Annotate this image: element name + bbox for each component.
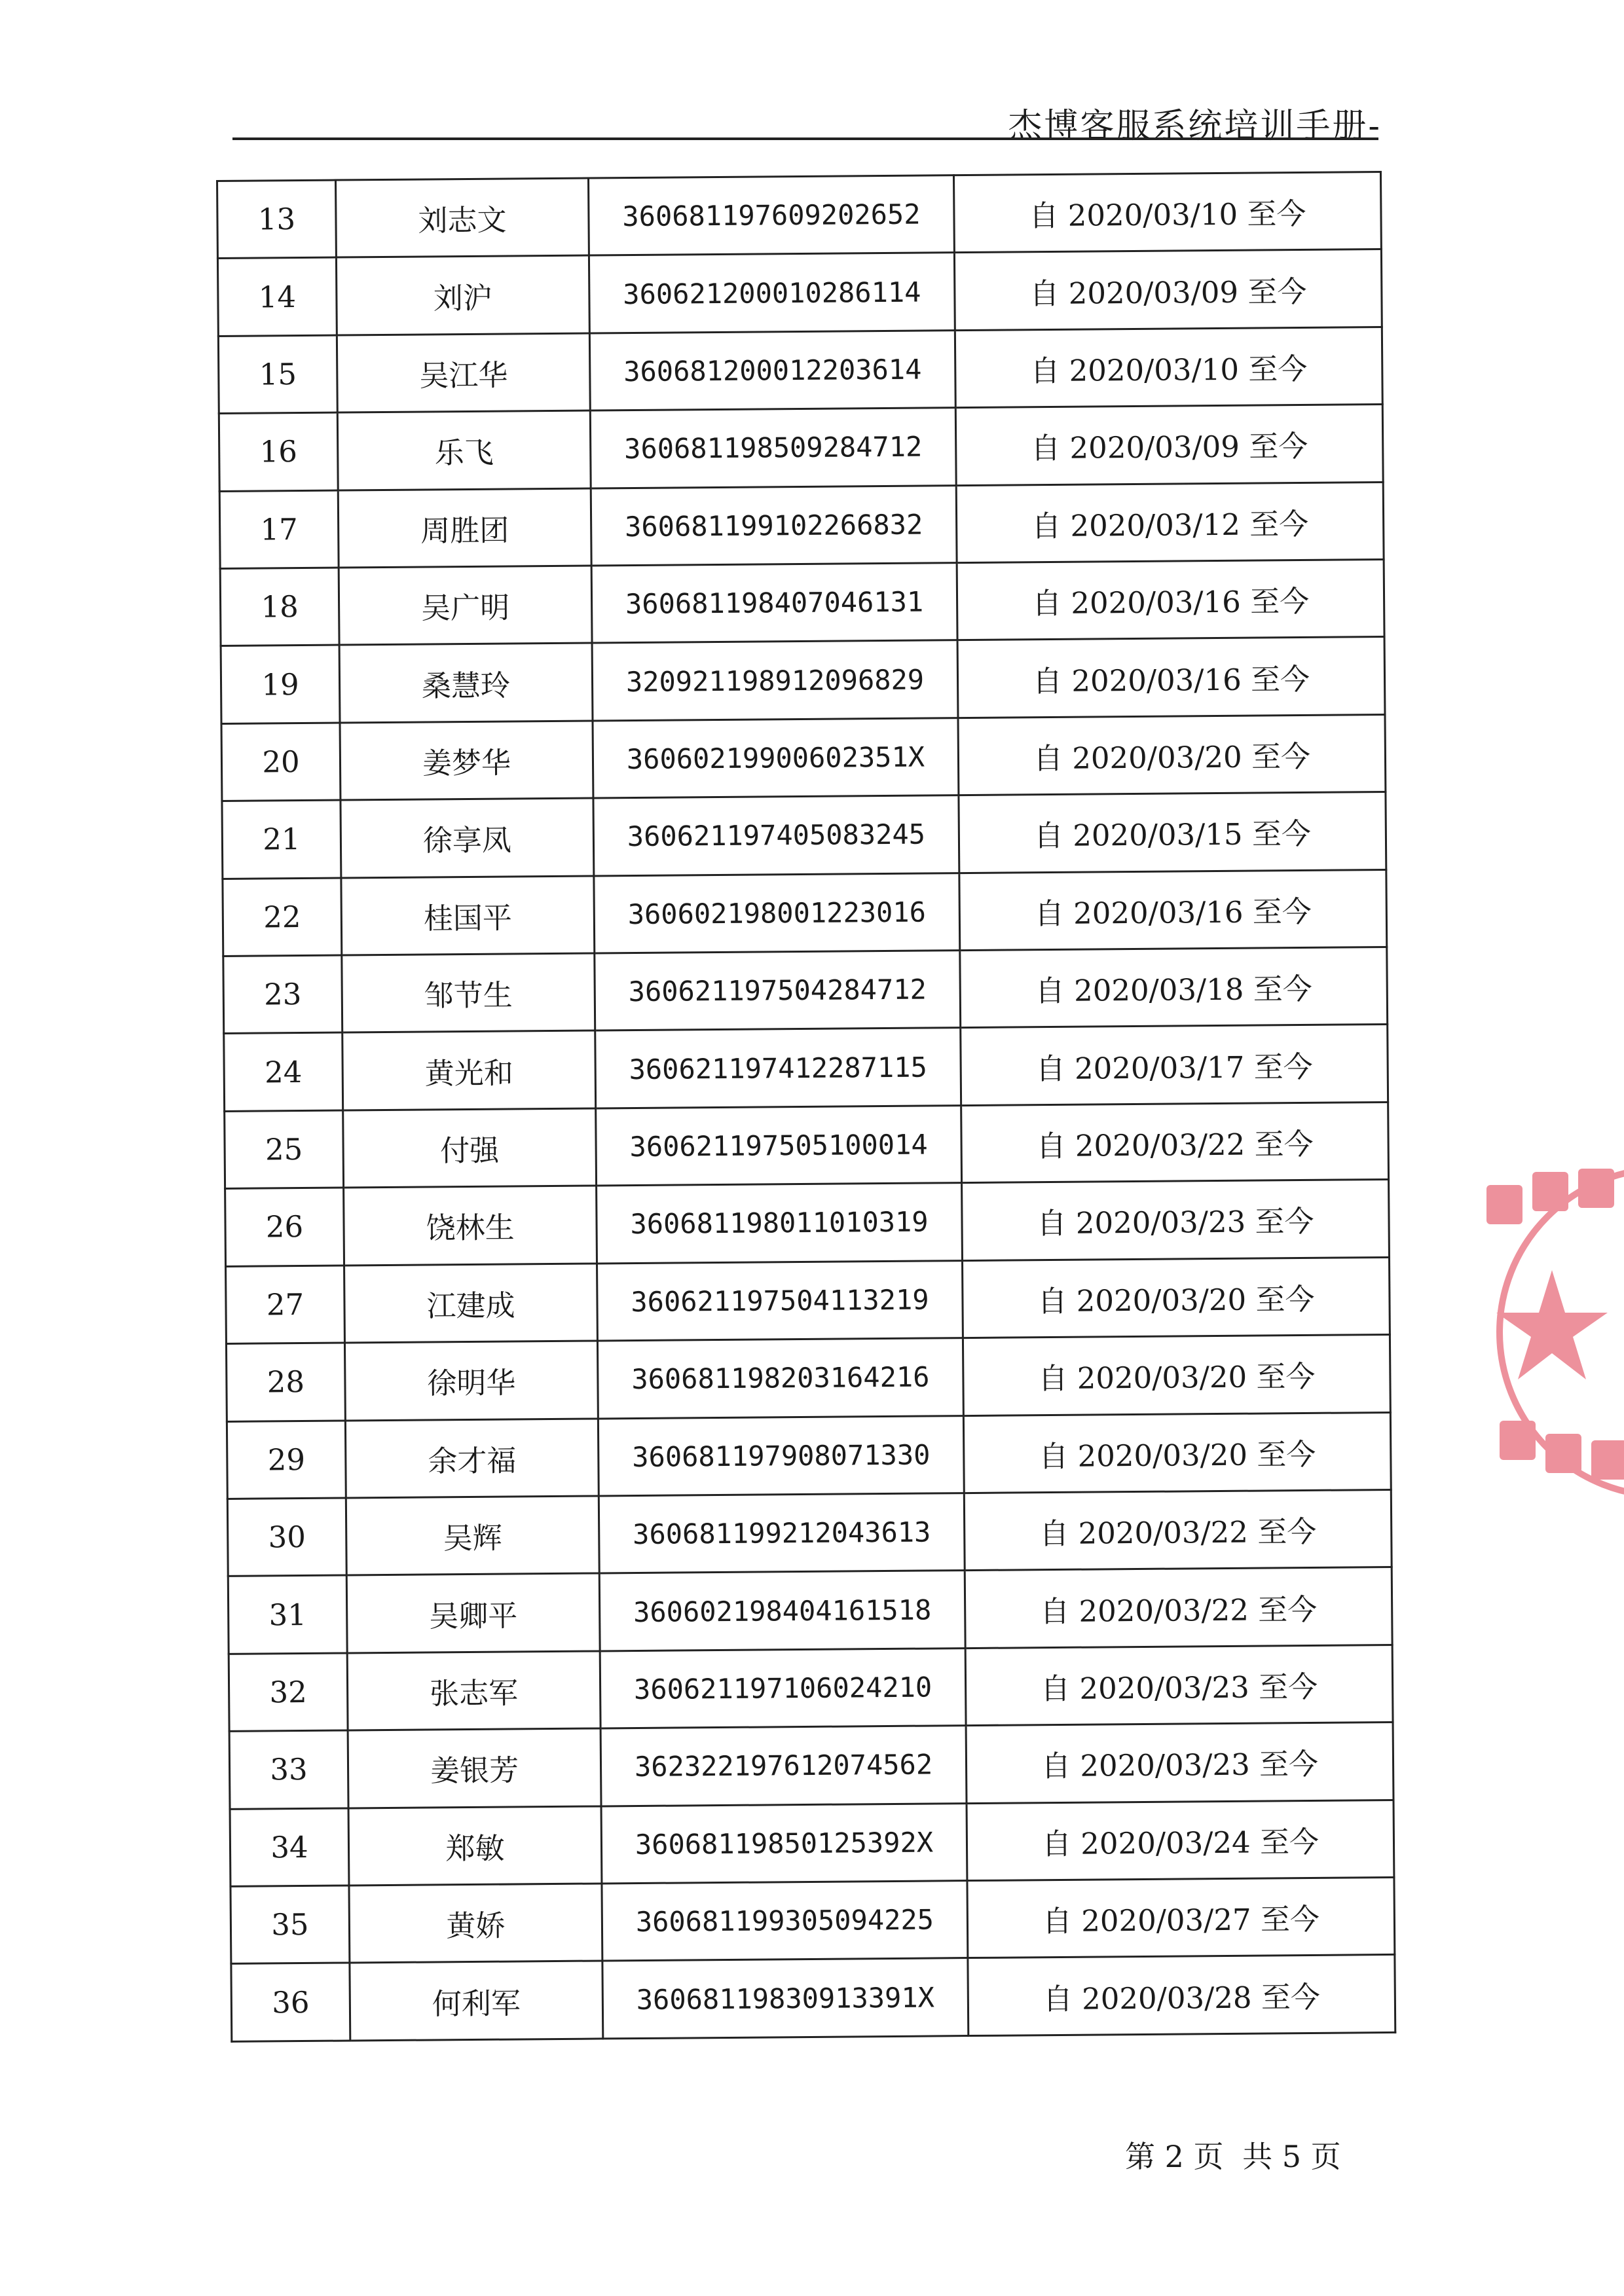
employment-period: 自 2020/03/27 至今 [967, 1877, 1395, 1958]
id-number: 360621197505100014 [596, 1105, 962, 1186]
seal-glyph-mark [1578, 1169, 1614, 1208]
table-row [223, 869, 1387, 956]
id-number: 36068119830913391X [602, 1958, 969, 2039]
employee-name: 吴江华 [337, 333, 590, 412]
employment-period: 自 2020/03/20 至今 [963, 1412, 1391, 1493]
row-number: 33 [229, 1730, 348, 1809]
table-row [229, 1722, 1393, 1809]
employment-period: 自 2020/03/12 至今 [956, 482, 1384, 563]
employment-period: 自 2020/03/17 至今 [961, 1025, 1388, 1106]
employee-name: 余才福 [345, 1418, 599, 1497]
table-row [227, 1412, 1391, 1499]
id-number: 360681199305094225 [602, 1881, 968, 1961]
employment-period: 自 2020/03/23 至今 [965, 1645, 1393, 1726]
seal-glyph-mark [1500, 1421, 1536, 1460]
employee-table [216, 171, 1396, 2043]
id-number: 36068119850125392X [601, 1803, 967, 1884]
row-number: 23 [223, 955, 342, 1034]
table-row [228, 1567, 1392, 1654]
document-header-title: 杰博客服系统培训手册- [1008, 107, 1382, 146]
row-number: 13 [217, 180, 337, 259]
employment-period: 自 2020/03/10 至今 [955, 327, 1382, 408]
id-number: 360681198011010319 [597, 1183, 963, 1264]
employment-period: 自 2020/03/28 至今 [968, 1955, 1395, 2036]
table-row [230, 1800, 1394, 1886]
table-row [224, 1025, 1388, 1111]
employee-name: 邹节生 [342, 953, 595, 1032]
id-number: 360681198203164216 [597, 1338, 963, 1419]
row-number: 21 [222, 800, 341, 879]
id-number: 360681199212043613 [599, 1493, 965, 1573]
table-row [219, 405, 1383, 491]
row-number: 24 [224, 1032, 343, 1111]
employee-name: 周胜团 [338, 488, 591, 568]
employee-name: 黄光和 [342, 1030, 596, 1110]
employment-period: 自 2020/03/23 至今 [962, 1180, 1390, 1261]
id-number: 360681200012203614 [589, 330, 955, 410]
table-row [231, 1955, 1395, 2042]
employment-period: 自 2020/03/15 至今 [959, 792, 1386, 873]
id-number: 360621197405083245 [593, 795, 959, 876]
employment-period: 自 2020/03/20 至今 [958, 714, 1386, 795]
row-number: 30 [227, 1498, 346, 1576]
id-number: 360681199102266832 [591, 485, 957, 566]
employment-period: 自 2020/03/16 至今 [957, 560, 1384, 641]
row-number: 17 [219, 490, 339, 569]
employee-name: 姜银芳 [348, 1728, 601, 1808]
id-number: 360621200010286114 [589, 253, 955, 333]
table-row [227, 1489, 1392, 1576]
employee-name: 吴广明 [339, 566, 592, 645]
id-number: 360621197504284712 [595, 951, 961, 1031]
id-number: 360602198404161518 [599, 1571, 965, 1651]
employment-period: 自 2020/03/22 至今 [964, 1489, 1392, 1571]
id-number: 362322197612074562 [600, 1726, 967, 1806]
employee-name: 吴辉 [346, 1496, 599, 1575]
table-row [222, 792, 1386, 879]
employment-period: 自 2020/03/22 至今 [961, 1102, 1389, 1183]
row-number: 25 [225, 1110, 344, 1189]
id-number: 360602198001223016 [594, 873, 960, 953]
table-row [217, 172, 1382, 259]
page-total: 共 5 页 [1242, 2139, 1341, 2174]
employee-name: 徐明华 [344, 1341, 598, 1420]
id-number: 360681198407046131 [591, 563, 957, 644]
row-number: 32 [229, 1653, 348, 1732]
employee-table-body [217, 172, 1395, 2042]
employment-period: 自 2020/03/09 至今 [955, 405, 1383, 486]
id-number: 360621197504113219 [597, 1260, 963, 1341]
employee-table-container [216, 171, 1396, 2043]
row-number: 34 [230, 1808, 349, 1887]
table-row [220, 560, 1384, 646]
row-number: 29 [227, 1421, 346, 1499]
employee-name: 饶林生 [344, 1186, 597, 1265]
employee-name: 乐飞 [337, 410, 591, 490]
table-row [226, 1257, 1390, 1343]
employee-name: 徐享凤 [341, 798, 594, 877]
employee-name: 郑敏 [348, 1806, 602, 1885]
employment-period: 自 2020/03/10 至今 [953, 172, 1381, 253]
employee-name: 黄娇 [349, 1884, 602, 1963]
row-number: 22 [223, 878, 342, 957]
employee-name: 刘志文 [336, 178, 589, 257]
id-number: 360621197106024210 [600, 1648, 966, 1728]
employee-name: 张志军 [347, 1651, 600, 1730]
employee-name: 姜梦华 [340, 721, 593, 800]
row-number: 27 [226, 1266, 345, 1344]
employee-name: 桑慧玲 [339, 643, 593, 722]
table-row [219, 482, 1384, 568]
row-number: 36 [231, 1963, 350, 2041]
id-number: 360681198509284712 [590, 408, 956, 488]
row-number: 15 [218, 335, 337, 414]
header-divider [232, 137, 1378, 140]
employee-name: 付强 [343, 1108, 597, 1188]
page-footer [1125, 2133, 1350, 2176]
employment-period: 自 2020/03/20 至今 [963, 1335, 1390, 1416]
id-number: 360621197412287115 [595, 1028, 961, 1108]
table-row [226, 1335, 1390, 1421]
seal-glyph-mark [1532, 1172, 1568, 1211]
employment-period: 自 2020/03/16 至今 [959, 869, 1387, 951]
seal-glyph-mark [1591, 1440, 1624, 1480]
employment-period: 自 2020/03/24 至今 [967, 1800, 1394, 1881]
table-row [223, 947, 1388, 1034]
table-row [218, 327, 1382, 413]
employee-name: 刘沪 [336, 255, 589, 335]
employment-period: 自 2020/03/16 至今 [957, 637, 1385, 718]
row-number: 16 [219, 412, 338, 491]
table-row [221, 714, 1386, 801]
row-number: 35 [231, 1886, 350, 1964]
id-number: 36060219900602351X [593, 718, 959, 798]
table-row [231, 1877, 1395, 1963]
table-row [225, 1180, 1390, 1266]
id-number: 320921198912096829 [592, 640, 958, 721]
row-number: 14 [217, 257, 337, 336]
employee-name: 吴卿平 [346, 1573, 600, 1652]
seal-star-icon [1496, 1270, 1608, 1379]
employment-period: 自 2020/03/22 至今 [965, 1567, 1392, 1649]
employment-period: 自 2020/03/20 至今 [962, 1257, 1390, 1338]
table-row [217, 249, 1382, 336]
row-number: 28 [226, 1343, 345, 1421]
employment-period: 自 2020/03/18 至今 [960, 947, 1388, 1029]
employment-period: 自 2020/03/09 至今 [954, 249, 1382, 331]
employee-name: 江建成 [344, 1264, 598, 1343]
company-seal-icon [1473, 1159, 1624, 1506]
employee-name: 何利军 [350, 1961, 603, 2041]
row-number: 19 [221, 645, 340, 723]
employment-period: 自 2020/03/23 至今 [966, 1722, 1393, 1804]
table-row [229, 1645, 1393, 1731]
id-number: 360681197908071330 [598, 1415, 964, 1496]
seal-glyph-mark [1486, 1185, 1522, 1224]
row-number: 31 [228, 1575, 347, 1654]
table-row [221, 637, 1385, 723]
table-row [225, 1102, 1389, 1188]
seal-glyph-mark [1545, 1434, 1581, 1473]
row-number: 26 [225, 1188, 344, 1266]
row-number: 20 [221, 723, 341, 801]
id-number: 360681197609202652 [588, 175, 954, 256]
employee-name: 桂国平 [341, 876, 595, 955]
row-number: 18 [220, 568, 339, 646]
page-number: 第 2 页 [1125, 2139, 1224, 2174]
